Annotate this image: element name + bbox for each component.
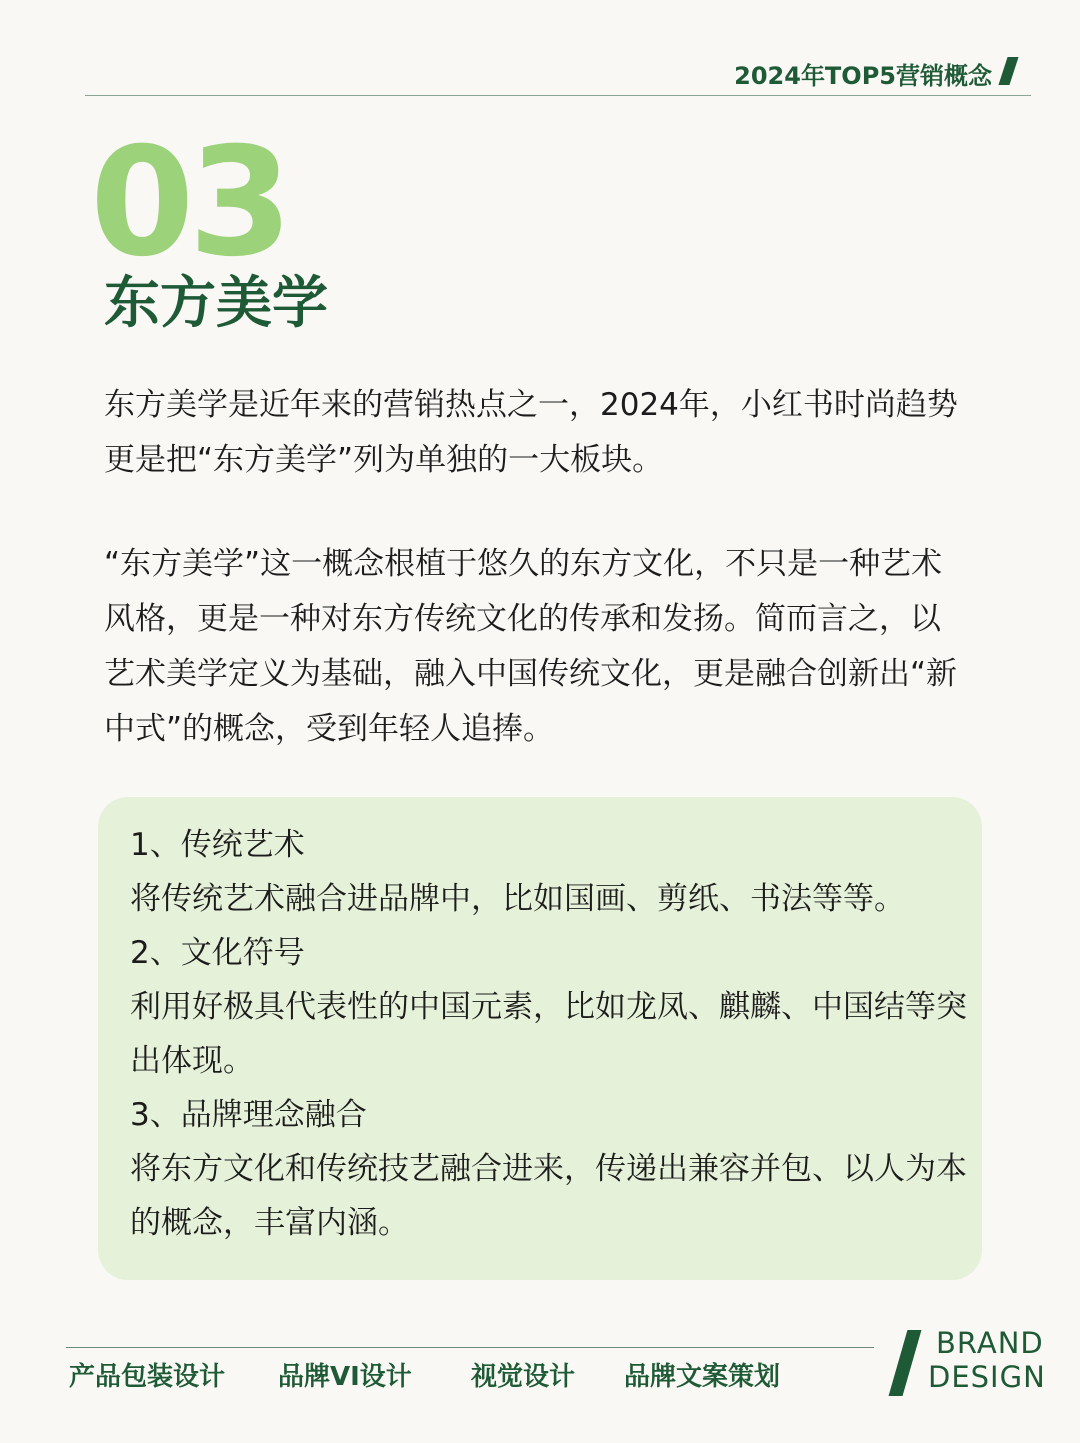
footer-link-packaging[interactable]: 产品包装设计 bbox=[69, 1362, 226, 1392]
card-item-text-2: 利用好极具代表性的中国元素，比如龙凤、麒麟、中国结等突出体现。 bbox=[130, 989, 967, 1079]
section-number: 03 bbox=[90, 116, 287, 290]
brand-line-1: BRAND bbox=[936, 1326, 1044, 1360]
header-slash-mark bbox=[998, 57, 1018, 85]
header-tag: 2024年TOP5营销概念 bbox=[734, 62, 992, 90]
footer-link-visual[interactable]: 视觉设计 bbox=[471, 1362, 576, 1392]
brand-logo-text bbox=[928, 1326, 1046, 1394]
card-item-heading-1: 1、传统艺术 bbox=[130, 827, 305, 863]
footer-link-copywriting[interactable]: 品牌文案策划 bbox=[624, 1362, 781, 1392]
header-divider bbox=[85, 95, 1031, 96]
intro-paragraph: 东方美学是近年来的营销热点之一，2024年，小红书时尚趋势更是把“东方美学”列为单独的一大板块。 bbox=[104, 387, 958, 478]
footer-link-vi[interactable]: 品牌VI设计 bbox=[278, 1362, 412, 1392]
card-item-text-1: 将传统艺术融合进品牌中，比如国画、剪纸、书法等等。 bbox=[130, 881, 905, 917]
card-item-heading-2: 2、文化符号 bbox=[130, 935, 305, 971]
card-item-text-3: 将东方文化和传统技艺融合进来，传递出兼容并包、以人为本的概念，丰富内涵。 bbox=[130, 1151, 967, 1241]
brand-line-2: DESIGN bbox=[928, 1360, 1046, 1394]
section-title: 东方美学 bbox=[104, 271, 328, 336]
footer-divider bbox=[66, 1347, 874, 1348]
brand-slash-mark bbox=[889, 1330, 922, 1396]
card-item-heading-3: 3、品牌理念融合 bbox=[130, 1097, 367, 1133]
concept-paragraph: “东方美学”这一概念根植于悠久的东方文化，不只是一种艺术风格，更是一种对东方传统文化的传承和发扬。简而言之，以艺术美学定义为基础，融入中国传统文化，更是融合创新出“新中式”的概念，受到年轻人追捧。 bbox=[104, 546, 958, 747]
